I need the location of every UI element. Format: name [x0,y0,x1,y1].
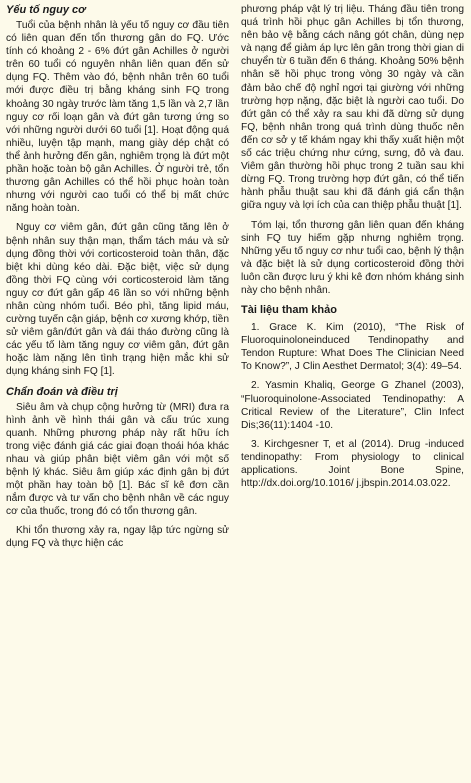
conclusion-paragraph: Tóm lại, tổn thương gân liên quan đến kháng sinh FQ tuy hiếm gặp nhưng nghiêm trọng. Những yếu tố nguy cơ như tuổi cao, bệnh lý thận và đặc biệt là sử dụng corticosteroid đồng thời luôn cần được lưu ý khi kê đơn nhóm kháng sinh này cho bệnh nhân. [241,219,464,296]
heading-references: Tài liệu tham khảo [241,304,337,317]
left-column [6,3,229,783]
reference-2: 2. Yasmin Khaliq, George G Zhanel (2003), “Fluoroquinolone-Associated Tendinopathy: A Critical Review of the Literature”, Clin Infect Dis;36(11):1404 -10. [241,380,464,431]
heading-diagnosis-treatment: Chẩn đoán và điều trị [6,385,118,398]
diagnosis-paragraph-2: Khi tổn thương xảy ra, ngay lập tức ngừng sử dụng FQ và thực hiện các [6,525,229,550]
risk-paragraph-2: Nguy cơ viêm gân, đứt gân cũng tăng lên ở bệnh nhân suy thận mạn, thẩm tách máu và sử dụng đồng thời với corticosteroid toàn thân, đặc biệt khi dùng kéo dài. Đặc biệt, việc sử dụng đồng thời FQ cùng với corticosteroid làm tăng nguy cơ đứt gân gấp 46 lần so với những bệnh nhân cùng nhóm tuổi. Béo phì, tăng lipid máu, cường tuyến cận giáp, bệnh cơ xương khớp, tiền sử viêm gân/đứt gân và đái tháo đường cũng là các yếu tố làm tăng nguy cơ viêm gân, đứt gân hoặc làm nặng lên tình trạng hiện mắc khi sử dụng kháng sinh FQ [1]. [6,222,229,378]
diagnosis-paragraph-1: Siêu âm và chụp cộng hưởng từ (MRI) đưa ra hình ảnh về hình thái gân và cấu trúc xung quanh. Những phương pháp này rất hữu ích trong việc đánh giá các giai đoạn thoái hóa khác nhau và giúp phân biệt viêm gân với một số bệnh lý khác. Siêu âm giúp xác định gân bị đứt một phần hay toàn bộ [1]. Bác sĩ kê đơn cần nắm được và tư vấn cho bệnh nhân về các nguy cơ của thuốc, trong đó có tổn thương gân. [6,401,229,518]
reference-1: 1. Grace K. Kim (2010), “The Risk of Fluoroquinoloneinduced Tendinopathy and Tendon Rupture: What Does The Clinician Need To Know?”, J Clin Aesthet Dermatol; 3(4): 49–54. [241,322,464,373]
treatment-continued-paragraph: phương pháp vật lý trị liệu. Tháng đầu tiên trong quá trình hồi phục gân Achilles bị tổn thương, nên bảo vệ bằng cách nâng gót chân, dùng nẹp và nạng để giảm áp lực lên gân trong thời gian di chuyển từ 6 tuần đến 6 tháng. Khoảng 50% bệnh nhân sẽ hồi phục trong vòng 30 ngày và cần đảm bảo chế độ nghỉ ngơi tại giường với những trường hợp nặng, đặc biệt là người cao tuổi. Do đứt gân có thể xảy ra sau khi đã dừng sử dụng FQ, bệnh nhân trong quá trình dùng thuốc nên đến cơ sở y tế khám ngay khi thấy xuất hiện một số các triệu chứng như cứng, sưng, đỏ và đau. Viêm gân thường hồi phục trong 2 tuần sau khi dừng FQ. Trong trường hợp đứt gân, có thể tiến hành phẫu thuật sau khi đã đánh giá cẩn thận giữa nguy và lợi ích của can thiệp phẫu thuật [1]. [241,4,464,212]
risk-paragraph-1: Tuổi của bệnh nhân là yếu tố nguy cơ đầu tiên có liên quan đến tổn thương gân do FQ. Ước tính có khoảng 2 - 6% đứt gân Achilles ở người trên 60 tuổi có nguyên nhân liên quan đến sử dụng FQ. Thêm vào đó, bệnh nhân trên 60 tuổi mới được điều trị bằng kháng sinh FQ trong khoảng 30 ngày trước làm tăng 1,5 lần và 2,7 lần nguy cơ rối loạn gân và đứt gân tương ứng so với những người dưới 60 tuổi [1]. Hoạt động quá nhiều, luyện tập mạnh, mang giày dép chật có thể ảnh hưởng đến gân, nghiêm trọng là đứt một phần hoặc toàn bộ gân Achilles. Ở người trẻ, tổn thương gân Achilles có thể hồi phục hoàn toàn nhưng với người cao tuổi có thể bị mất chức năng hoàn toàn. [6,20,229,215]
right-column [241,3,464,783]
reference-3: 3. Kirchgesner T, et al (2014). Drug -induced tendinopathy: From physiology to clinical applications. Joint Bone Spine, http://dx.doi.org/10.1016/ j.jbspin.2014.03.022. [241,438,464,490]
heading-risk-factors: Yếu tố nguy cơ [6,4,86,16]
